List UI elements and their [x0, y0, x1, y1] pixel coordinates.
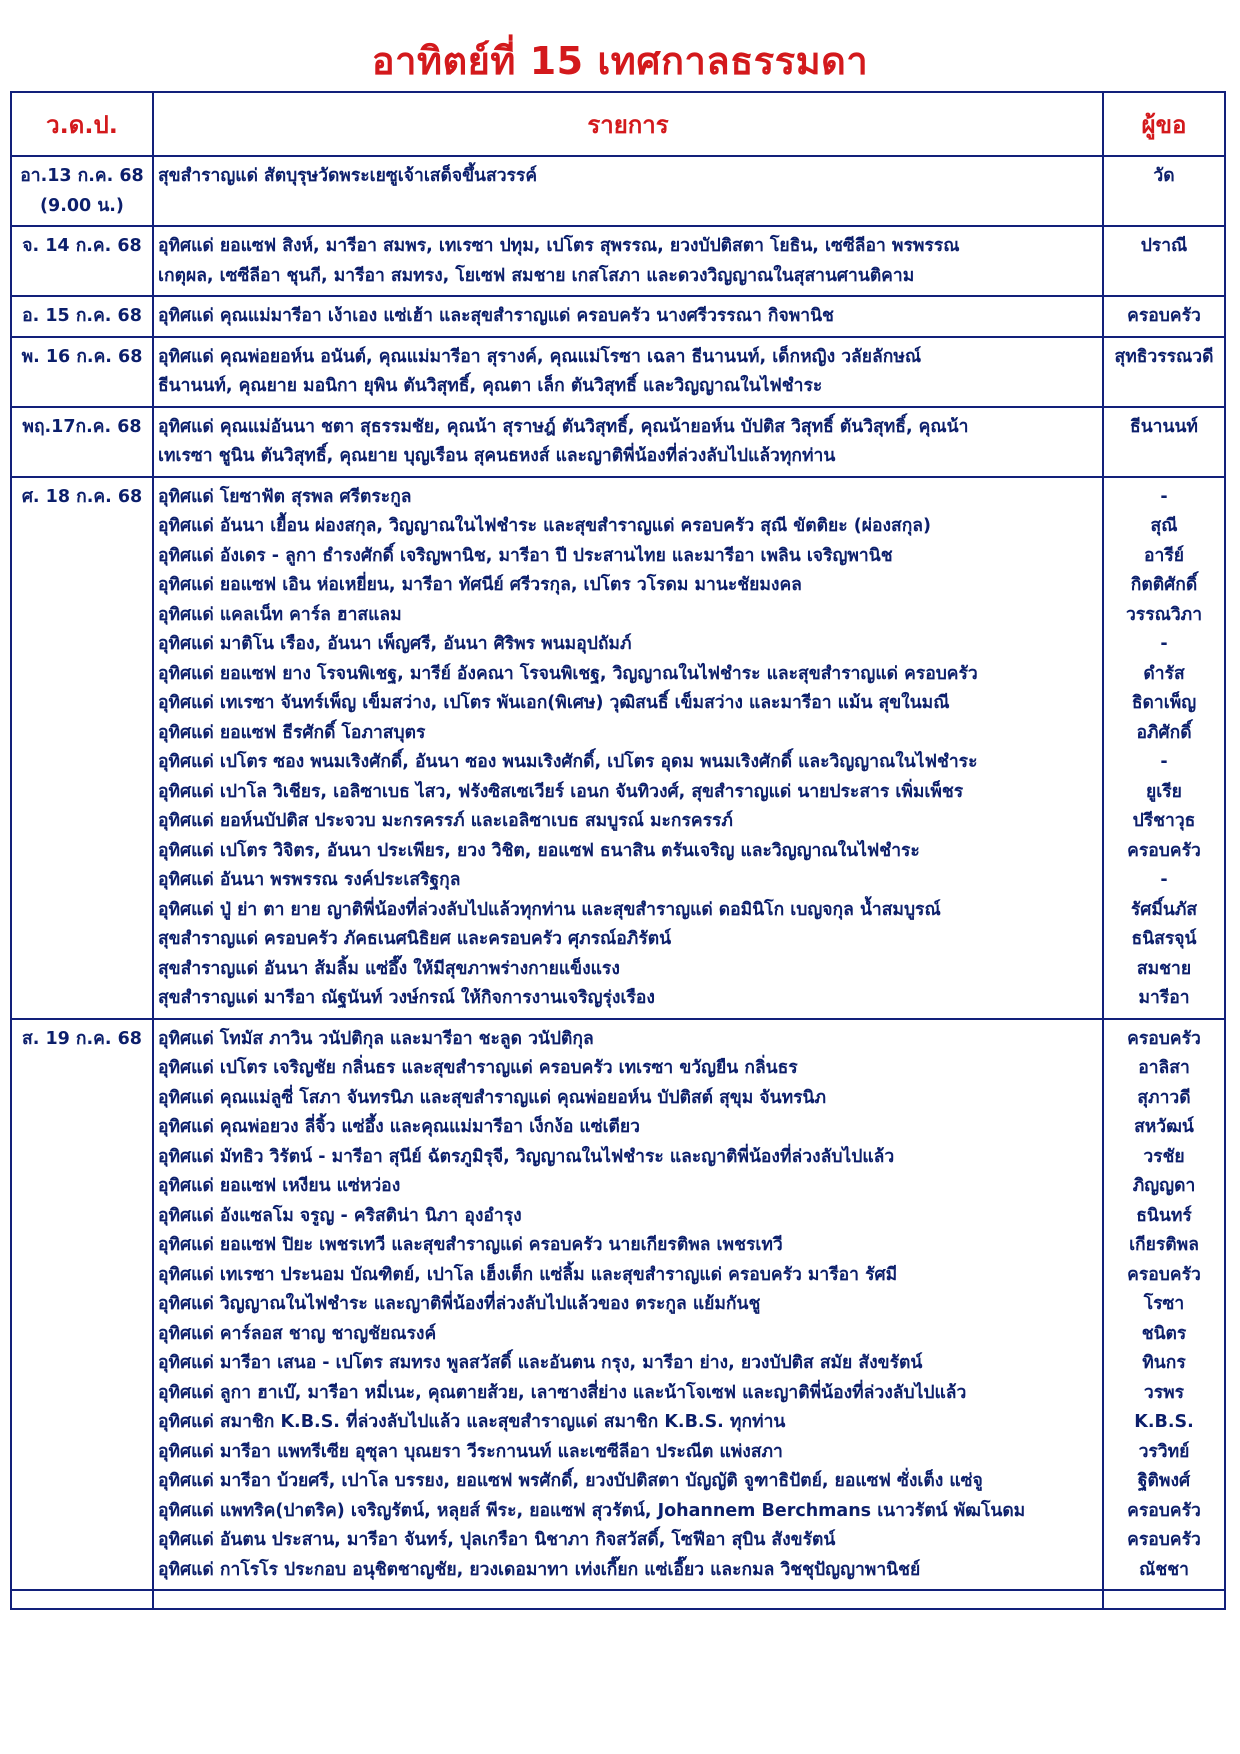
table-row: [11, 477, 1225, 1019]
intention-cell-line: สุขสำราญแด่ สัตบุรุษวัดพระเยซูเจ้าเสด็จขึ้นสวรรค์: [158, 166, 538, 186]
table-header-row: [11, 92, 1225, 156]
empty-cell: [1103, 1590, 1225, 1609]
date-cell: [11, 407, 153, 477]
requester-cell-line: ครอบครัว: [1127, 1028, 1201, 1049]
requester-cell-line: อาลิสา: [1138, 1058, 1190, 1078]
intention-cell-line: อุทิศแด่ อันนา เยื้อน ผ่องสกุล, วิญญาณในไฟชำระ และสุขสำราญแด่ ครอบครัว สุณี ขัตติยะ (ผ่องสกุล): [158, 516, 932, 536]
intention-cell-line: เทเรซา ชูนิน ตันวิสุทธิ์, คุณยาย บุญเรือน สุคนธหงส์ และญาติพี่น้องที่ล่วงลับไปแล้วทุกท่าน: [158, 446, 836, 466]
intention-cell-line: ธีนานนท์, คุณยาย มอนิกา ยุพิน ตันวิสุทธิ์, คุณตา เล็ก ตันวิสุทธิ์ และวิญญาณในไฟชำระ: [158, 376, 823, 396]
intention-cell-line: อุทิศแด่ คุณพ่อยวง ลี่จิ้ว แซ่อึ้ง และคุณแม่มารีอา เง็กง้อ แซ่เตียว: [158, 1117, 641, 1137]
column-header-date: ว.ด.ป.: [11, 92, 153, 156]
requester-cell-line: วรชัย: [1143, 1146, 1185, 1167]
intention-cell-line: อุทิศแด่ ยอแซฟ ปิยะ เพชรเทวี และสุขสำราญแด่ ครอบครัว นายเกียรติพล เพชรเทวี: [158, 1235, 783, 1255]
requester-cell-line: -: [1160, 752, 1168, 772]
requester-cell-line: กิตติศักดิ์: [1130, 575, 1198, 595]
requester-cell-line: ณัชชา: [1139, 1559, 1189, 1580]
requester-cell-line: ครอบครัว: [1127, 840, 1201, 861]
requester-cell-line: สุทธิวรรณวดี: [1114, 346, 1214, 367]
requester-cell-line: ครอบครัว: [1127, 1500, 1201, 1521]
requester-cell-line: รัศมิ์นภัส: [1130, 899, 1198, 920]
requester-cell-line: ทินกร: [1142, 1353, 1186, 1373]
intention-cell-line: อุทิศแด่ ยอแซฟ เหงียน แซ่หว่อง: [158, 1176, 401, 1196]
requester-cell: [1103, 337, 1225, 407]
requester-cell-line: K.B.S.: [1134, 1412, 1194, 1432]
date-cell-line: อ. 15 ก.ค. 68: [22, 306, 142, 326]
date-cell: [11, 1019, 153, 1591]
date-cell-line: พ. 16 ก.ค. 68: [21, 346, 143, 367]
date-cell-line: (9.00 น.): [40, 195, 124, 216]
intention-cell-line: อุทิศแด่ โทมัส ภาวิน วนัปติกุล และมารีอา ชะลูด วนัปติกุล: [158, 1028, 594, 1049]
intention-cell-line: สุขสำราญแด่ ครอบครัว ภัคธเนศนิธิยศ และครอบครัว ศุภรณ์อภิรัตน์: [158, 929, 672, 949]
requester-cell: [1103, 156, 1225, 226]
date-cell-line: ศ. 18 ก.ค. 68: [21, 486, 143, 507]
intention-cell-line: อุทิศแด่ ยอแซฟ ธีรศักดิ์ โอภาสบุตร: [158, 722, 426, 743]
requester-cell-line: สุณี: [1150, 516, 1178, 536]
table-body: [11, 156, 1225, 1609]
intention-cell-line: อุทิศแด่ อันตน ประสาน, มารีอา จันทร์, ปุลเกรือา นิชาภา กิจสวัสดิ์, โซฟีอา สุบิน สังขรัตน์: [158, 1530, 836, 1550]
requester-cell: [1103, 296, 1225, 337]
requester-cell-line: สุภาวดี: [1137, 1087, 1191, 1108]
intention-cell: [153, 477, 1103, 1019]
empty-cell: [11, 1590, 153, 1609]
date-cell: [11, 477, 153, 1019]
intention-cell-line: อุทิศแด่ มารีอา แพทรีเซีย อุซุลา บุณยรา วีระกานนท์ และเซซีลีอา ประณีต แพ่งสภา: [158, 1441, 783, 1462]
intention-cell-line: อุทิศแด่ เปโตร ซอง พนมเริงศักดิ์, อันนา ซอง พนมเริงศักดิ์, เปโตร อุดม พนมเริงศักดิ์ และวิญญาณในไฟชำระ: [158, 752, 978, 772]
intention-cell-line: อุทิศแด่ คุณแม่อันนา ชตา สุธรรมชัย, คุณน้า สุราษฎ์ ตันวิสุทธิ์, คุณน้ายอห์น บัปติส วิสุทธิ์ ตันวิสุทธิ์, คุณน้า: [158, 416, 969, 437]
requester-cell-line: ธนินทร์: [1136, 1205, 1192, 1226]
requester-cell-line: วรวิทย์: [1138, 1441, 1190, 1462]
intention-cell-line: อุทิศแด่ เปโตร วิจิตร, อันนา ประเพียร, ยวง วิชิต, ยอแซฟ ธนาสิน ตรันเจริญ และวิญญาณในไฟชำระ: [158, 840, 920, 861]
table-row: [11, 407, 1225, 477]
intention-cell-line: อุทิศแด่ คุณพ่อยอห์น อนันต์, คุณแม่มารีอา สุรางค์, คุณแม่โรซา เฉลา ธีนานนท์, เด็กหญิง วลัยลักษณ์: [158, 346, 922, 367]
date-cell-line: พฤ.17ก.ค. 68: [22, 416, 142, 437]
intention-cell-line: อุทิศแด่ ยอแซฟ สิงห์, มารีอา สมพร, เทเรซา ปทุม, เปโตร สุพรรณ, ยวงบัปติสตา โยธิน, เซซีลีอา พรพรรณ: [158, 236, 960, 256]
intention-cell-line: อุทิศแด่ มารีอา บ้วยศรี, เปาโล บรรยง, ยอแซฟ พรศักดิ์, ยวงบัปติสตา บัญญัติ จูฑาธิปัตย์, ยอแซฟ ซั่งเต็ง แซ่จู: [158, 1471, 983, 1491]
date-cell-line: อา.13 ก.ค. 68: [20, 166, 144, 186]
intention-cell-line: อุทิศแด่ มารีอา เสนอ - เปโตร สมทรง พูลสวัสดิ์ และอันตน กรุง, มารีอา ย่าง, ยวงบัปติส สมัย สังขรัตน์: [158, 1353, 923, 1373]
intention-cell-line: อุทิศแด่ ยอแซฟ เอิน ห่อเหยี่ยน, มารีอา ทัศนีย์ ศรีวรกุล, เปโตร วโรดม มานะชัยมงคล: [158, 575, 802, 595]
intention-cell: [153, 337, 1103, 407]
requester-cell: [1103, 1019, 1225, 1591]
table-row: [11, 1019, 1225, 1591]
mass-intentions-table: [10, 91, 1226, 1610]
requester-cell-line: อารีย์: [1144, 545, 1184, 566]
intention-cell: [153, 1019, 1103, 1591]
intention-cell: [153, 226, 1103, 296]
requester-cell-line: ธิดาเพ็ญ: [1131, 693, 1197, 713]
date-cell: [11, 337, 153, 407]
requester-cell-line: วรรณวิภา: [1125, 604, 1203, 625]
intention-cell-line: อุทิศแด่ สมาชิก K.B.S. ที่ล่วงลับไปแล้ว และสุขสำราญแด่ สมาชิก K.B.S. ทุกท่าน: [158, 1412, 786, 1432]
requester-cell-line: -: [1160, 486, 1168, 507]
intention-cell-line: อุทิศแด่ คาร์ลอส ชาญ ชาญชัยณรงค์: [158, 1323, 437, 1344]
requester-cell-line: ฐิติพงศ์: [1137, 1471, 1191, 1491]
table-row-continued: [11, 1590, 1225, 1609]
table-row: [11, 337, 1225, 407]
intention-cell-line: อุทิศแด่ อันนา พรพรรณ รงค์ประเสริฐกุล: [158, 870, 461, 890]
intention-cell-line: อุทิศแด่ มัทธิว วิรัตน์ - มารีอา สุนีย์ ฉัตรภูมิรุจี, วิญญาณในไฟชำระ และญาติพี่น้องที่ล่วงลับไปแล้ว: [158, 1146, 895, 1167]
intention-cell-line: อุทิศแด่ แพทริค(ปาตริค) เจริญรัตน์, หลุยส์ พีระ, ยอแซฟ สุวรัตน์, Johannem Berchmans เนาวรัตน์ พัฒโนดม: [158, 1500, 1026, 1521]
requester-cell-line: สมชาย: [1136, 958, 1192, 979]
requester-cell-line: -: [1160, 870, 1168, 890]
requester-cell-line: วัด: [1153, 166, 1175, 186]
requester-cell-line: ชนิตร: [1141, 1323, 1187, 1344]
requester-cell-line: โรซา: [1143, 1294, 1185, 1314]
intention-cell-line: อุทิศแด่ เทเรซา ประนอม บัณฑิตย์, เปาโล เฮ็งเต็ก แซ่ลิ้ม และสุขสำราญแด่ ครอบครัว มารีอา รัศมี: [158, 1264, 898, 1285]
date-cell: [11, 226, 153, 296]
requester-cell: [1103, 407, 1225, 477]
requester-cell-line: ครอบครัว: [1127, 1530, 1201, 1550]
date-cell: [11, 156, 153, 226]
date-cell-line: ส. 19 ก.ค. 68: [22, 1028, 142, 1049]
requester-cell-line: ยูเรีย: [1146, 781, 1182, 802]
date-cell: [11, 296, 153, 337]
intention-cell-line: อุทิศแด่ มาติโน เรือง, อันนา เพ็ญศรี, อันนา ศิริพร พนมอุปถัมภ์: [158, 634, 632, 654]
requester-cell-line: สหวัฒน์: [1134, 1117, 1194, 1137]
intention-cell-line: อุทิศแด่ คุณแม่ลูซี่ โสภา จันทรนิภ และสุขสำราญแด่ คุณพ่อยอห์น บัปติสต์ สุขุม จันทรนิภ: [158, 1087, 827, 1108]
requester-cell-line: มารีอา: [1138, 988, 1190, 1008]
intention-cell: [153, 407, 1103, 477]
requester-cell-line: เกียรติพล: [1129, 1235, 1199, 1255]
intention-cell-line: อุทิศแด่ ปู่ ย่า ตา ยาย ญาติพี่น้องที่ล่วงลับไปแล้วทุกท่าน และสุขสำราญแด่ ดอมินิโก เบญจกุล น้ำสมบูรณ์: [158, 899, 941, 920]
column-header-list: รายการ: [153, 92, 1103, 156]
intention-cell: [153, 156, 1103, 226]
date-cell-line: จ. 14 ก.ค. 68: [22, 236, 142, 256]
intention-cell-line: อุทิศแด่ เปโตร เจริญชัย กลิ่นธร และสุขสำราญแด่ ครอบครัว เทเรซา ขวัญยืน กลิ่นธร: [158, 1058, 798, 1078]
requester-cell-line: ครอบครัว: [1127, 1264, 1201, 1285]
intention-cell-line: อุทิศแด่ วิญญาณในไฟชำระ และญาติพี่น้องที่ล่วงลับไปแล้วของ ตระกูล แย้มกันชู: [158, 1294, 761, 1314]
intention-cell-line: อุทิศแด่ อังเดร - ลูกา ธำรงศักดิ์ เจริญพานิช, มารีอา ปี ประสานไทย และมารีอา เพลิน เจริญพานิช: [158, 545, 893, 566]
intention-cell-line: เกตุผล, เซซีลีอา ชุนกี, มารีอา สมทรง, โยเซฟ สมชาย เกสโสภา และดวงวิญญาณในสุสานศานติคาม: [158, 265, 915, 286]
requester-cell-line: -: [1160, 634, 1168, 654]
empty-cell: [153, 1590, 1103, 1609]
requester-cell-line: ธีนานนท์: [1130, 416, 1198, 437]
requester-cell: [1103, 226, 1225, 296]
requester-cell-line: วรพร: [1143, 1382, 1185, 1403]
requester-cell: [1103, 477, 1225, 1019]
page-title: อาทิตย์ที่ 15 เทศกาลธรรมดา: [371, 39, 869, 83]
intention-cell-line: อุทิศแด่ ลูกา ฮาเบ๊, มารีอา หมี่เนะ, คุณตายส้วย, เลาซางสี่ย่าง และน้าโจเซฟ และญาติพี่น้องที่ล่วงลับไปแล้ว: [158, 1382, 967, 1403]
requester-cell-line: ปราณี: [1140, 236, 1188, 256]
table-row: [11, 156, 1225, 226]
intention-cell: [153, 296, 1103, 337]
requester-cell-line: ธนิสรจุน์: [1131, 929, 1197, 949]
intention-cell-line: อุทิศแด่ เทเรซา จันทร์เพ็ญ เข็มสว่าง, เปโตร พันเอก(พิเศษ) วุฒิสนธิ์ เข็มสว่าง และมารีอา แม้น สุขในมณี: [158, 693, 950, 713]
intention-cell-line: อุทิศแด่ แคลเน็ท คาร์ล ฮาสแลม: [158, 604, 402, 625]
intention-cell-line: อุทิศแด่ โยซาฟัต สุรพล ศรีตระกูล: [158, 486, 412, 507]
requester-cell-line: ครอบครัว: [1127, 306, 1201, 326]
requester-cell-line: ภิญญดา: [1132, 1176, 1196, 1196]
intention-cell-line: อุทิศแด่ อังแซลโม จรูญ - คริสติน่า นิภา อุงอำรุง: [158, 1205, 522, 1226]
requester-cell-line: อภิศักดิ์: [1136, 722, 1192, 743]
intention-cell-line: อุทิศแด่ กาโรโร ประกอบ อนุชิตชาญชัย, ยวงเดอมาทา เท่งเกี๊ยก แซ่เอี๊ยว และกมล วิชชุปัญญาพานิชย์: [158, 1559, 921, 1580]
intention-cell-line: อุทิศแด่ เปาโล วิเชียร, เอลิซาเบธ ไสว, ฟรังซิสเซเวียร์ เอนก จันทิวงศ์, สุขสำราญแด่ นายประสาร เพิ่มเพ็ชร: [158, 781, 964, 802]
requester-cell-line: ดำรัส: [1143, 663, 1185, 684]
requester-cell-line: ปรีชาวุธ: [1132, 811, 1196, 831]
intention-cell-line: อุทิศแด่ คุณแม่มารีอา เง้าเอง แซ่เฮ้า และสุขสำราญแด่ ครอบครัว นางศรีวรรณา กิจพานิช: [158, 306, 834, 326]
table-row: [11, 226, 1225, 296]
intention-cell-line: สุขสำราญแด่ อันนา ส้มลิ้ม แซ่อึ๊ง ให้มีสุขภาพร่างกายแข็งแรง: [158, 958, 620, 979]
intention-cell-line: อุทิศแด่ ยอแซฟ ยาง โรจนพิเชฐ, มารีย์ อังคณา โรจนพิเชฐ, วิญญาณในไฟชำระ และสุขสำราญแด่ ครอบครัว: [158, 663, 978, 684]
column-header-requester: ผู้ขอ: [1103, 92, 1225, 156]
intention-cell-line: อุทิศแด่ ยอห์นบัปติส ประจวบ มะกรครรภ์ และเอลิซาเบธ สมบูรณ์ มะกรครรภ์: [158, 811, 733, 831]
table-row: [11, 296, 1225, 337]
intention-cell-line: สุขสำราญแด่ มารีอา ณัฐนันท์ วงษ์กรณ์ ให้กิจการงานเจริญรุ่งเรือง: [158, 988, 655, 1008]
